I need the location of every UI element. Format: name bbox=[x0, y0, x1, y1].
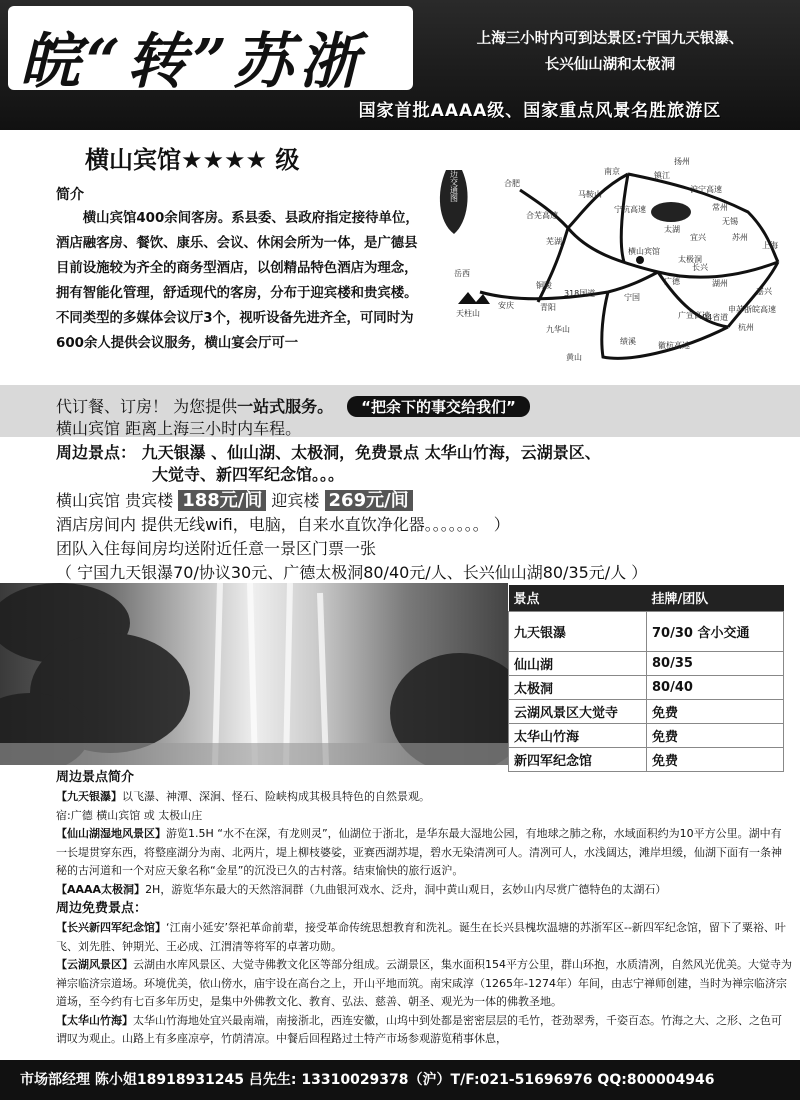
map-label: 九华山 bbox=[546, 325, 570, 334]
map-label: 太湖 bbox=[664, 225, 680, 234]
map-label: 马鞍山 bbox=[578, 190, 602, 199]
hotel-title: 横山宾馆★★★★ 级 bbox=[85, 146, 300, 174]
map-label: 318国道 bbox=[564, 289, 596, 298]
service-line bbox=[56, 394, 530, 417]
attraction-xinsijun bbox=[56, 919, 792, 956]
table-header-cell: 挂牌/团队 bbox=[647, 585, 784, 611]
price-table-header bbox=[509, 585, 784, 611]
waterfall-photo bbox=[0, 583, 508, 765]
map-label: 绩溪 bbox=[620, 337, 636, 346]
service-bold: 一站式服务。 bbox=[237, 397, 334, 416]
map-label: 天柱山 bbox=[456, 309, 480, 318]
map-label: 扬州 bbox=[674, 157, 690, 166]
table-row bbox=[509, 699, 784, 723]
attraction-desc: 太华山竹海地处宜兴最南端，南接浙北，西连安徽，山坞中到处都是密密层层的毛竹，苍劲翠秀，千姿百态。竹海之大、之形、之色可谓叹为观止。山路上有多座凉亭，竹荫清凉。中餐后回程路过土特产市场参观游览稍事休息， bbox=[56, 1013, 782, 1045]
attraction-yunhu bbox=[56, 956, 792, 1012]
map-label: 沪宁高速 bbox=[690, 185, 722, 194]
price-prefix: 横山宾馆 贵宾楼 bbox=[56, 491, 174, 510]
header-banner bbox=[0, 0, 800, 130]
map-label: 无锡 bbox=[722, 217, 738, 226]
attraction-label: 【长兴新四军纪念馆】 bbox=[56, 921, 166, 934]
attraction-label: 【太华山竹海】 bbox=[56, 1013, 133, 1027]
slogan-badge: “把余下的事交给我们” bbox=[347, 396, 530, 417]
header-destinations bbox=[430, 26, 790, 78]
attractions-line-2: 大觉寺、新四军纪念馆。。。 bbox=[152, 465, 345, 484]
attraction-label: 【AAAA太极洞】 bbox=[56, 882, 146, 896]
free-attractions-title: 周边免费景点： bbox=[56, 901, 148, 916]
map-label: 广德 bbox=[664, 277, 680, 286]
attraction-label: 【九天银瀑】 bbox=[56, 790, 122, 803]
table-cell: 80/40 bbox=[647, 675, 784, 699]
price-line bbox=[56, 486, 413, 512]
map-label: 黄山 bbox=[566, 353, 582, 362]
price-mid: 迎宾楼 bbox=[266, 491, 320, 510]
stay-info: 宿:广德 横山宾馆 或 太极山庄 bbox=[56, 808, 203, 822]
map-label: 广宣高速 bbox=[678, 311, 710, 320]
map-roads bbox=[480, 174, 778, 358]
map-label: 合肥 bbox=[504, 179, 520, 188]
table-cell: 免费 bbox=[647, 723, 784, 747]
traffic-map-svg bbox=[428, 152, 798, 378]
table-cell: 新四军纪念馆 bbox=[509, 747, 647, 771]
amenities-line: 酒店房间内 提供无线wifi，电脑，自来水直饮净化器。。。。。。。 ） bbox=[56, 515, 510, 534]
map-label: 宁国 bbox=[624, 293, 640, 302]
attraction-xianshan bbox=[56, 825, 792, 881]
map-label: 长兴 bbox=[692, 263, 708, 272]
map-label: 宁杭高速 bbox=[614, 205, 646, 214]
waterfall-illustration bbox=[0, 583, 508, 765]
map-label: 镇江 bbox=[654, 171, 670, 180]
attraction-taiji bbox=[56, 881, 792, 900]
service-prefix: 代订餐、订房！ 为您提供 bbox=[56, 397, 238, 416]
price-guest: 269元/间 bbox=[325, 490, 413, 511]
attraction-desc: 以飞瀑、神潭、深涧、怪石、险峡构成其极具特色的自然景观。 bbox=[122, 790, 430, 803]
table-cell: 太华山竹海 bbox=[509, 723, 647, 747]
table-cell: 免费 bbox=[647, 747, 784, 771]
map-label: 杭州 bbox=[738, 323, 754, 332]
header-subtitle: 国家首批AAAA级、国家重点风景名胜旅游区 bbox=[358, 101, 722, 121]
logo-box bbox=[8, 6, 413, 97]
map-label: 04省道 bbox=[702, 313, 729, 322]
table-cell: 云湖风景区大觉寺 bbox=[509, 699, 647, 723]
price-vip: 188元/间 bbox=[178, 490, 266, 511]
distance-line: 横山宾馆 距离上海三小时内车程。 bbox=[56, 419, 302, 438]
map-label: 湖州 bbox=[712, 279, 728, 288]
header-line-1: 上海三小时内可到达景区:宁国九天银瀑、 bbox=[476, 31, 744, 47]
header-line-2: 长兴仙山湖和太极洞 bbox=[544, 57, 676, 73]
map-label: 嘉兴 bbox=[756, 287, 772, 296]
table-cell: 免费 bbox=[647, 699, 784, 723]
map-label: 常州 bbox=[712, 203, 728, 212]
map-label: 芜湖 bbox=[546, 237, 562, 246]
table-row bbox=[509, 611, 784, 651]
map-hotel-marker bbox=[636, 256, 644, 264]
map-label: 徽杭高速 bbox=[658, 341, 690, 350]
logo-title: 皖“转”苏浙 bbox=[20, 27, 366, 97]
intro-heading: 简介 bbox=[56, 187, 84, 203]
group-prices-line: （ 宁国九天银瀑70/协议30元、广德太极洞80/40元/人、长兴仙山湖80/35元/人 ） bbox=[56, 563, 648, 582]
table-cell: 仙山湖 bbox=[509, 651, 647, 675]
attraction-desc: ‘江南小延安’祭祀革命前辈，接受革命传统思想教育和洗礼。诞生在长兴县槐坎温塘的苏浙军区--新四军纪念馆，留下了粟裕、叶飞、刘先胜、钟期光、王必成、江渭清等将军的卓著功勋。 bbox=[56, 921, 786, 953]
map-label: 南京 bbox=[604, 167, 620, 176]
traffic-map bbox=[428, 152, 798, 378]
map-label: 申苏浙皖高速 bbox=[728, 305, 776, 314]
map-label: 横山宾馆 bbox=[628, 247, 660, 256]
table-cell: 70/30 含小交通 bbox=[647, 611, 784, 651]
map-label: 太极洞 bbox=[678, 255, 702, 264]
price-table bbox=[508, 585, 784, 772]
map-label: 宜兴 bbox=[690, 233, 706, 242]
attraction-label: 【云湖风景区】 bbox=[56, 958, 133, 971]
table-cell: 九天银瀑 bbox=[509, 611, 647, 651]
map-label: 岳西 bbox=[454, 269, 470, 278]
map-label: 合芜高速 bbox=[526, 211, 558, 220]
table-row bbox=[509, 675, 784, 699]
attraction-jiutian bbox=[56, 788, 792, 807]
contact-footer: 市场部经理 陈小姐18918931245 吕先生: 13310029378（沪）T/F:021-51696976 QQ:800004946 bbox=[0, 1060, 800, 1100]
attraction-desc: 2H，游览华东最大的天然溶洞群（九曲银河戏水、泛舟，洞中黄山观日，玄妙山内尽赏广德特色的太湖石） bbox=[145, 882, 667, 896]
attraction-label: 【仙山湖湿地风景区】 bbox=[56, 827, 166, 840]
map-lake-taihu bbox=[651, 202, 691, 222]
group-line: 团队入住每间房均送附近任意一景区门票一张 bbox=[56, 539, 377, 558]
attraction-taihua bbox=[56, 1012, 792, 1049]
map-label: 苏州 bbox=[732, 233, 748, 242]
intro-text: 横山宾馆400余间客房。系县委、县政府指定接待单位，酒店融客房、餐饮、康乐、会议、休闲会所为一体，是广德县目前设施较为齐全的商务型酒店，以创精品特色酒店为理念，拥有智能化管理，舒适现代的客房，分布于迎宾楼和贵宾楼。不同类型的多媒体会议厅3个，视听设备先进齐全，可同时为600余人提供会议服务，横山宴会厅可一 bbox=[56, 211, 419, 351]
attractions-line-1: 周边景点： 九天银瀑 、仙山湖、太极洞，免费景点 太华山竹海，云湖景区、 bbox=[56, 443, 601, 462]
map-label: 上海 bbox=[762, 241, 778, 250]
table-cell: 80/35 bbox=[647, 651, 784, 675]
attraction-desc: 游览1.5H “水不在深，有龙则灵”，仙湖位于浙北，是华东最大湿地公园，有地球之肺之称，水域面积约为10平方公里。湖中有一长堤贯穿东西，将整座湖分为南、北两片，堤上柳枝婆娑，亚赛西湖苏堤，碧水无染清冽可人。清冽可人，水浅阔达，滩岸坦缓，仙湖下面有一条神秘的古河道和一个对应天象名称“金星”的沉没已久的古村落。结束愉快的旅行返沪。 bbox=[56, 827, 782, 877]
map-label: 铜陵 bbox=[536, 281, 552, 290]
map-badge-text: 周边交通图 bbox=[449, 162, 459, 202]
table-cell: 太极洞 bbox=[509, 675, 647, 699]
map-label: 青阳 bbox=[540, 303, 556, 312]
attraction-desc: 云湖由水库风景区、大觉寺佛教文化区等部分组成。云湖景区，集水面积154平方公里，群山环抱，水质清冽，自然风光优美。大觉寺为禅宗临济宗道场。环境优美，依山傍水，庙宇设在高台之上，开山平地而筑。南宋咸淳（1265年-1274年）年间，由志宁禅师创建，当时为禅宗临济宗道场，至今约有七百多年历史，是集中外佛教文化、教育、弘法、慈善、朝圣、观光为一体的佛教圣地。 bbox=[56, 958, 792, 1008]
table-row bbox=[509, 651, 784, 675]
table-header-cell: 景点 bbox=[509, 585, 647, 611]
table-row bbox=[509, 723, 784, 747]
attractions-title: 周边景点简介 bbox=[56, 770, 135, 785]
attractions-section bbox=[56, 768, 792, 1049]
map-label: 安庆 bbox=[498, 301, 514, 310]
